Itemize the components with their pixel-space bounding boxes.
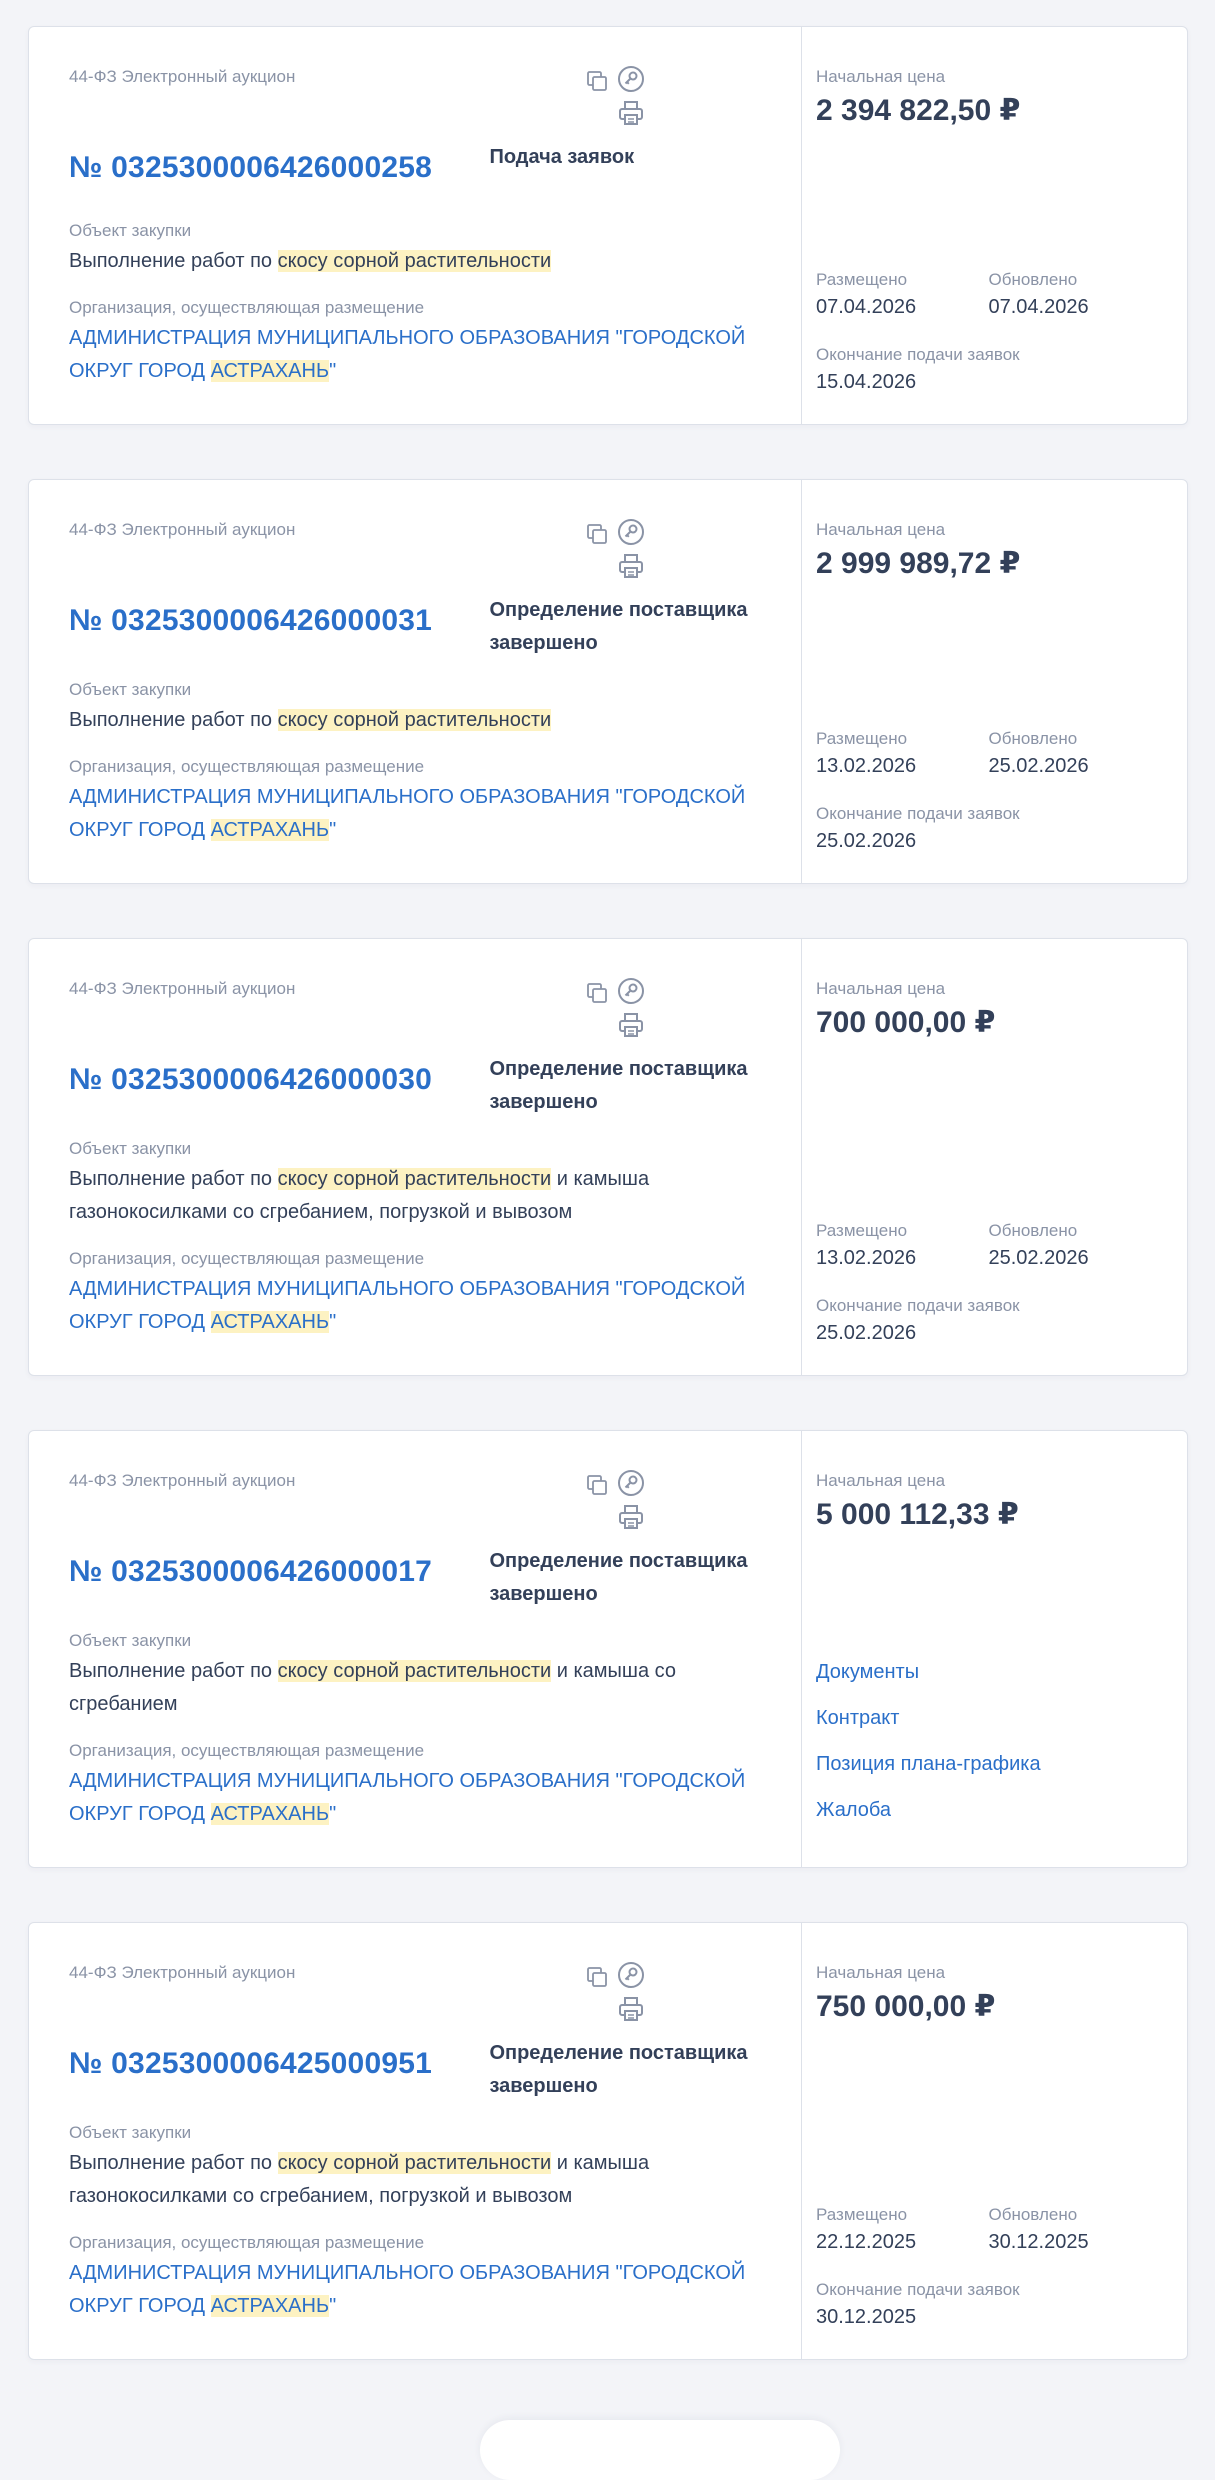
object-text [69,1163,777,1229]
org-label: Организация, осуществляющая размещение [69,2233,425,2252]
end-date: 15.04.2026 [816,371,917,393]
object-text [69,704,777,737]
price-value: 700 000,00 ₽ [816,1006,996,1039]
card-link[interactable]: Контракт [816,1707,900,1729]
procurement-type: 44-ФЗ Электронный аукцион [69,979,296,998]
end-date: 30.12.2025 [816,2306,917,2328]
object-highlight: скосу сорной растительности [277,1660,552,1682]
end-date: 25.02.2026 [816,830,917,852]
org-name-end: " [329,1803,337,1825]
org-highlight: АСТРАХАНЬ [210,1311,330,1333]
procurement-card [28,938,1188,1376]
end-label: Окончание подачи заявок [816,345,1020,364]
procurement-card [28,26,1188,425]
procurement-number[interactable]: № 0325300006426000030 [69,1063,432,1096]
org-name-link[interactable] [69,1273,777,1339]
key-icon[interactable] [617,65,645,93]
card-dates [816,1221,1161,1345]
object-label: Объект закупки [69,680,192,699]
card-side [802,27,1187,424]
card-side [802,480,1187,883]
card-link[interactable]: Документы [816,1661,920,1683]
org-name-start: АДМИНИСТРАЦИЯ МУНИЦИПАЛЬНОГО ОБРАЗОВАНИЯ "ГОРОДСКОЙ ОКРУГ ГОРОД [69,786,746,841]
org-name-end: " [329,1311,337,1333]
org-name-link[interactable] [69,2257,777,2323]
org-name-end: " [329,360,337,382]
price-value: 750 000,00 ₽ [816,1990,996,2023]
load-more-button[interactable] [480,2420,840,2480]
procurement-card [28,1430,1188,1868]
object-label: Объект закупки [69,221,192,240]
procurement-type: 44-ФЗ Электронный аукцион [69,1471,296,1490]
copy-icon[interactable] [585,522,609,546]
org-name-link[interactable] [69,322,777,388]
procurement-number[interactable]: № 0325300006426000031 [69,604,432,637]
print-icon[interactable] [617,1995,645,2023]
updated-label: Обновлено [988,1221,1078,1240]
card-dates [816,729,1161,853]
copy-icon[interactable] [585,981,609,1005]
updated-date: 25.02.2026 [988,755,1089,777]
card-link[interactable]: Позиция плана-графика [816,1753,1041,1775]
org-highlight: АСТРАХАНЬ [210,2295,330,2317]
key-icon[interactable] [617,1469,645,1497]
object-text-end: и камыша со сгребанием [69,1660,676,1715]
org-name-end: " [329,819,337,841]
card-main [29,480,802,883]
key-icon[interactable] [617,977,645,1005]
procurement-card [28,479,1188,884]
copy-icon[interactable] [585,1473,609,1497]
object-text-start: Выполнение работ по [69,2152,278,2174]
object-label: Объект закупки [69,1139,192,1158]
posted-date: 13.02.2026 [816,755,917,777]
org-name-start: АДМИНИСТРАЦИЯ МУНИЦИПАЛЬНОГО ОБРАЗОВАНИЯ "ГОРОДСКОЙ ОКРУГ ГОРОД [69,2262,746,2317]
card-actions [585,65,655,125]
updated-date: 25.02.2026 [988,1247,1089,1269]
org-highlight: АСТРАХАНЬ [210,1803,330,1825]
updated-date: 30.12.2025 [988,2231,1089,2253]
key-icon[interactable] [617,1961,645,1989]
card-actions [585,518,655,578]
print-icon[interactable] [617,1011,645,1039]
procurement-status: Определение поставщика завершено [489,1550,748,1605]
card-dates [816,2205,1161,2329]
print-icon[interactable] [617,99,645,127]
org-name-link[interactable] [69,781,777,847]
price-label: Начальная цена [816,1471,946,1490]
price-label: Начальная цена [816,67,946,86]
card-main [29,1431,802,1867]
object-text [69,2147,777,2213]
object-label: Объект закупки [69,2123,192,2142]
card-actions [585,977,655,1037]
org-name-end: " [329,2295,337,2317]
card-link[interactable]: Жалоба [816,1799,891,1821]
updated-label: Обновлено [988,729,1078,748]
posted-label: Размещено [816,2205,908,2224]
object-label: Объект закупки [69,1631,192,1650]
end-label: Окончание подачи заявок [816,804,1020,823]
procurement-type: 44-ФЗ Электронный аукцион [69,1963,296,1982]
price-label: Начальная цена [816,520,946,539]
org-name-start: АДМИНИСТРАЦИЯ МУНИЦИПАЛЬНОГО ОБРАЗОВАНИЯ "ГОРОДСКОЙ ОКРУГ ГОРОД [69,1278,746,1333]
card-side [802,939,1187,1375]
org-name-start: АДМИНИСТРАЦИЯ МУНИЦИПАЛЬНОГО ОБРАЗОВАНИЯ "ГОРОДСКОЙ ОКРУГ ГОРОД [69,327,746,382]
object-text-start: Выполнение работ по [69,1168,278,1190]
posted-label: Размещено [816,270,908,289]
updated-date: 07.04.2026 [988,296,1089,318]
org-name-link[interactable] [69,1765,777,1831]
object-text [69,245,777,278]
org-label: Организация, осуществляющая размещение [69,1741,425,1760]
procurement-type: 44-ФЗ Электронный аукцион [69,520,296,539]
posted-date: 07.04.2026 [816,296,917,318]
posted-date: 13.02.2026 [816,1247,917,1269]
posted-label: Размещено [816,1221,908,1240]
object-highlight: скосу сорной растительности [277,709,552,731]
object-highlight: скосу сорной растительности [277,1168,552,1190]
end-date: 25.02.2026 [816,1322,917,1344]
copy-icon[interactable] [585,1965,609,1989]
price-label: Начальная цена [816,979,946,998]
price-value: 5 000 112,33 ₽ [816,1498,1019,1531]
procurement-number[interactable]: № 0325300006425000951 [69,2047,432,2080]
object-text [69,1655,777,1721]
card-actions [585,1469,655,1529]
procurement-status: Определение поставщика завершено [489,599,748,654]
card-actions [585,1961,655,2021]
updated-label: Обновлено [988,270,1078,289]
org-highlight: АСТРАХАНЬ [210,360,330,382]
posted-date: 22.12.2025 [816,2231,917,2253]
card-main [29,1923,802,2359]
card-side [802,1431,1187,1867]
object-highlight: скосу сорной растительности [277,2152,552,2174]
procurement-number[interactable]: № 0325300006426000258 [69,151,432,184]
copy-icon[interactable] [585,69,609,93]
print-icon[interactable] [617,552,645,580]
card-links [816,1649,1041,1833]
end-label: Окончание подачи заявок [816,2280,1020,2299]
procurement-type: 44-ФЗ Электронный аукцион [69,67,296,86]
org-label: Организация, осуществляющая размещение [69,298,425,317]
end-label: Окончание подачи заявок [816,1296,1020,1315]
object-text-end: и камыша газонокосилками со сгребанием, погрузкой и вывозом [69,1168,650,1223]
org-highlight: АСТРАХАНЬ [210,819,330,841]
procurement-status: Подача заявок [489,146,635,168]
object-text-start: Выполнение работ по [69,709,278,731]
updated-label: Обновлено [988,2205,1078,2224]
object-highlight: скосу сорной растительности [277,250,552,272]
price-label: Начальная цена [816,1963,946,1982]
price-value: 2 999 989,72 ₽ [816,547,1021,580]
object-text-end: и камыша газонокосилками со сгребанием, погрузкой и вывозом [69,2152,650,2207]
procurement-card [28,1922,1188,2360]
posted-label: Размещено [816,729,908,748]
card-side [802,1923,1187,2359]
card-main [29,939,802,1375]
org-name-start: АДМИНИСТРАЦИЯ МУНИЦИПАЛЬНОГО ОБРАЗОВАНИЯ "ГОРОДСКОЙ ОКРУГ ГОРОД [69,1770,746,1825]
org-label: Организация, осуществляющая размещение [69,757,425,776]
procurement-status: Определение поставщика завершено [489,2042,748,2097]
object-text-start: Выполнение работ по [69,1660,278,1682]
org-label: Организация, осуществляющая размещение [69,1249,425,1268]
procurement-status: Определение поставщика завершено [489,1058,748,1113]
procurement-number[interactable]: № 0325300006426000017 [69,1555,432,1588]
key-icon[interactable] [617,518,645,546]
object-text-start: Выполнение работ по [69,250,278,272]
search-results-list [28,26,1188,2414]
card-dates [816,270,1161,394]
print-icon[interactable] [617,1503,645,1531]
card-main [29,27,802,424]
price-value: 2 394 822,50 ₽ [816,94,1021,127]
